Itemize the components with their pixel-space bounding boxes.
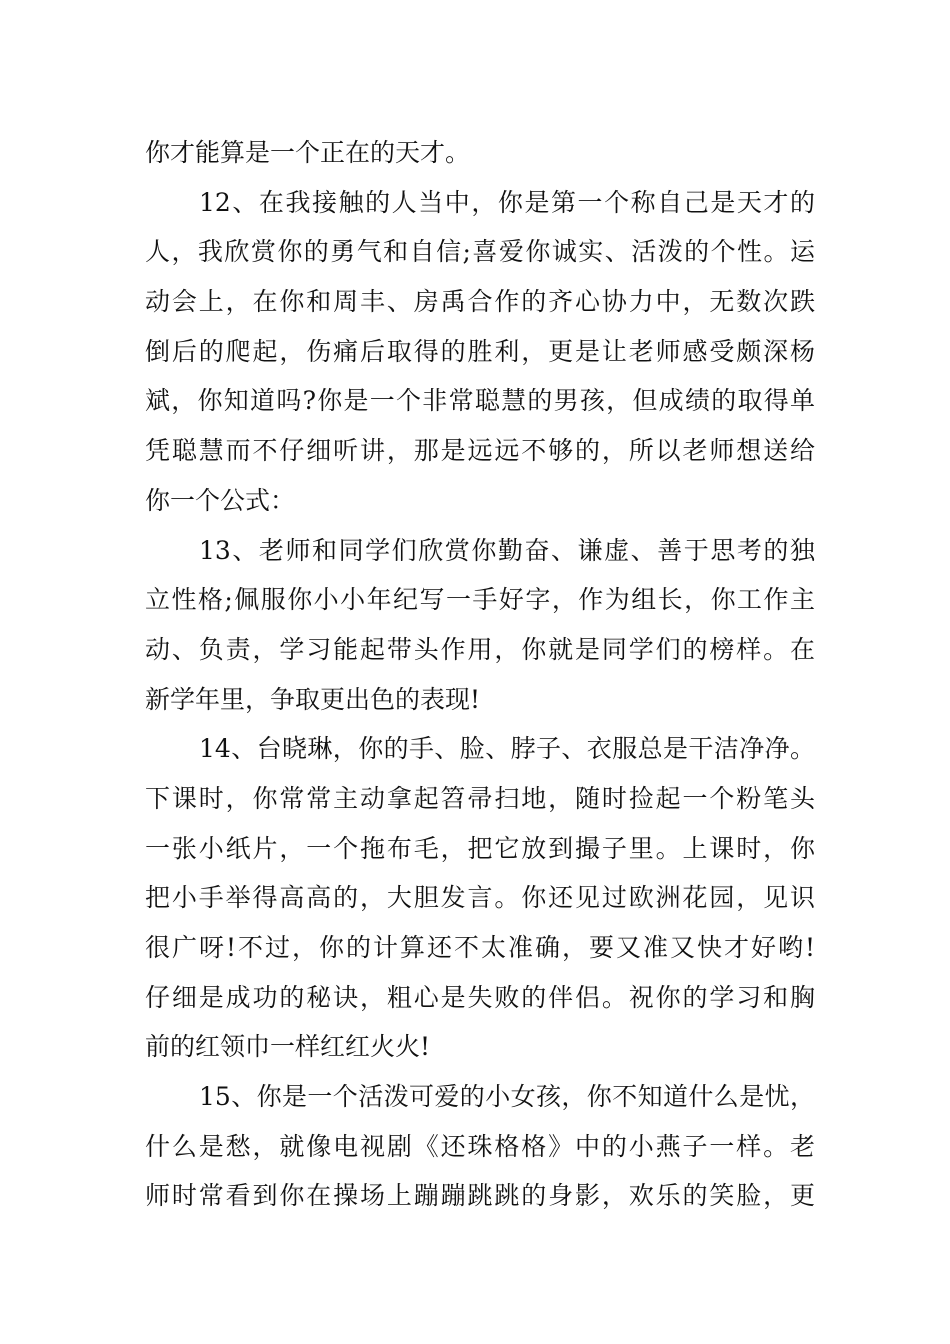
paragraph-line: 前的红领巾一样红红火火! bbox=[145, 1032, 431, 1062]
paragraph-line: 你一个公式： bbox=[145, 485, 296, 515]
paragraph-line: 凭聪慧而不仔细听讲，那是远远不够的，所以老师想送给 bbox=[145, 436, 815, 466]
paragraph-line: 14、台晓琳，你的手、脸、脖子、衣服总是干洁净净。 bbox=[199, 734, 815, 764]
paragraph-line: 下课时，你常常主动拿起笤帚扫地，随时捡起一个粉笔头 bbox=[145, 783, 815, 813]
paragraph-line: 仔细是成功的秘诀，粗心是失败的伴侣。祝你的学习和胸 bbox=[145, 982, 815, 1012]
paragraph-line: 动会上，在你和周丰、房禹合作的齐心协力中，无数次跌 bbox=[145, 287, 815, 317]
document-body bbox=[145, 128, 815, 1221]
paragraph-line: 把小手举得高高的，大胆发言。你还见过欧洲花园，见识 bbox=[145, 883, 815, 913]
paragraph-line: 人，我欣赏你的勇气和自信;喜爱你诚实、活泼的个性。运 bbox=[145, 237, 815, 267]
paragraph-line: 12、在我接触的人当中，你是第一个称自己是天才的 bbox=[199, 187, 815, 217]
paragraph-line: 一张小纸片，一个拖布毛，把它放到撮子里。上课时，你 bbox=[145, 833, 815, 863]
paragraph-line: 倒后的爬起，伤痛后取得的胜利，更是让老师感受颇深杨 bbox=[145, 336, 815, 366]
paragraph-line: 立性格;佩服你小小年纪写一手好字，作为组长，你工作主 bbox=[145, 585, 815, 615]
paragraph-line: 斌，你知道吗?你是一个非常聪慧的男孩，但成绩的取得单 bbox=[145, 386, 815, 416]
paragraph-line: 师时常看到你在操场上蹦蹦跳跳的身影，欢乐的笑脸，更 bbox=[145, 1181, 815, 1211]
paragraph-line: 13、老师和同学们欣赏你勤奋、谦虚、善于思考的独 bbox=[199, 535, 815, 565]
paragraph-line: 新学年里，争取更出色的表现! bbox=[145, 684, 481, 714]
paragraph-line: 你才能算是一个正在的天才。 bbox=[145, 138, 471, 167]
paragraph-line: 很广呀!不过，你的计算还不太准确，要又准又快才好哟! bbox=[145, 933, 815, 962]
paragraph-line: 15、你是一个活泼可爱的小女孩，你不知道什么是忧， bbox=[199, 1082, 815, 1112]
paragraph-line: 动、负责，学习能起带头作用，你就是同学们的榜样。在 bbox=[145, 634, 815, 664]
paragraph-line: 什么是愁，就像电视剧《还珠格格》中的小燕子一样。老 bbox=[145, 1131, 815, 1161]
